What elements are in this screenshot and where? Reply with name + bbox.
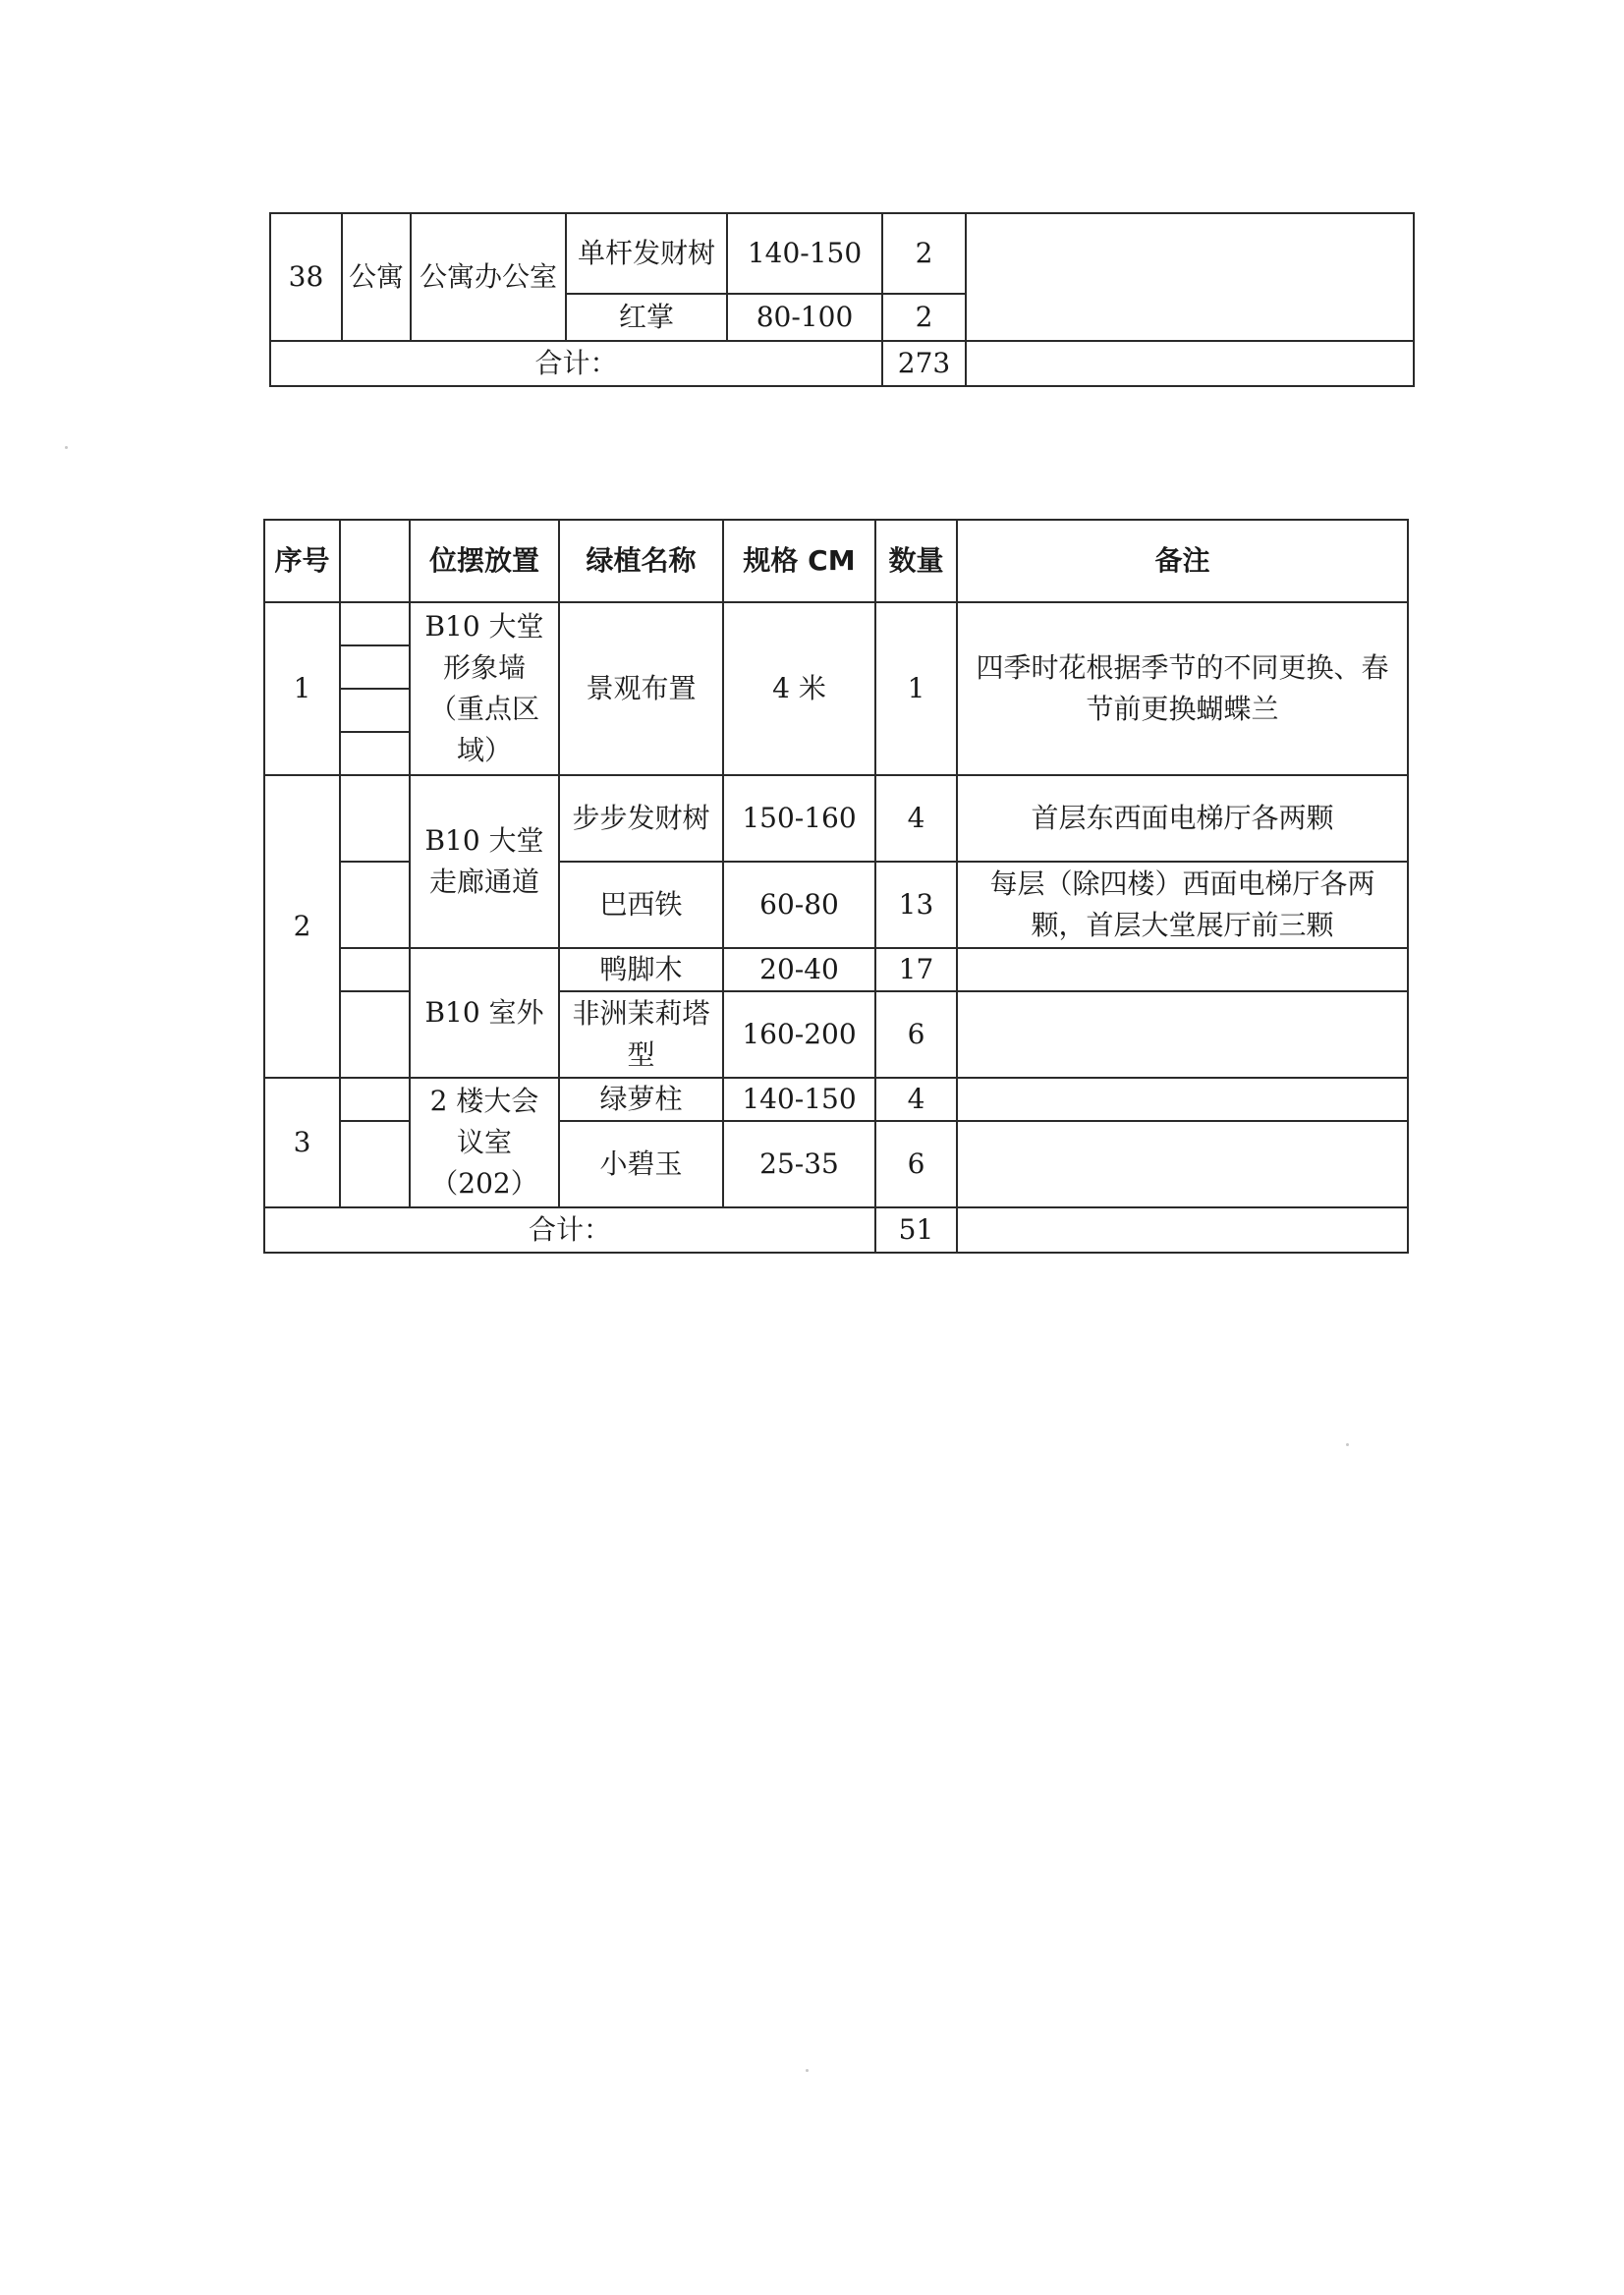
header-spec: 规格 CM [723,520,875,602]
row-index: 2 [264,775,340,1078]
plant-spec: 25-35 [723,1121,875,1207]
plant-spec: 150-160 [723,775,875,862]
plant-qty: 1 [875,602,957,775]
blank-cell [340,775,410,862]
plant-qty: 6 [875,1121,957,1207]
total-value: 273 [882,341,966,386]
plant-qty: 2 [882,294,966,341]
header-row [264,520,1408,602]
plant-note [957,948,1408,991]
row-location: B10 室外 [410,948,559,1078]
plant-spec: 80-100 [727,294,882,341]
table-row [264,602,1408,645]
total-note [957,1207,1408,1253]
header-qty: 数量 [875,520,957,602]
blank-cell [340,1078,410,1121]
plant-name: 单杆发财树 [566,213,727,294]
blank-cell [340,991,410,1078]
plant-name: 绿萝柱 [559,1078,723,1121]
blank-cell [340,732,410,775]
total-row [270,341,1414,386]
plant-qty: 4 [875,1078,957,1121]
plant-name: 步步发财树 [559,775,723,862]
plant-note: 首层东西面电梯厅各两颗 [957,775,1408,862]
table-row [264,948,1408,991]
total-value: 51 [875,1207,957,1253]
row-location: 2 楼大会议室（202） [410,1078,559,1207]
plant-spec: 20-40 [723,948,875,991]
header-note: 备注 [957,520,1408,602]
plant-qty: 4 [875,775,957,862]
plant-spec: 60-80 [723,862,875,948]
plant-name: 巴西铁 [559,862,723,948]
plant-note [957,991,1408,1078]
plant-qty: 17 [875,948,957,991]
plant-name: 鸭脚木 [559,948,723,991]
row-index: 38 [270,213,342,341]
row-index: 1 [264,602,340,775]
row-location: B10 大堂走廊通道 [410,775,559,948]
table-row [270,213,1414,294]
plant-name: 景观布置 [559,602,723,775]
header-plant-name: 绿植名称 [559,520,723,602]
plant-note [957,1121,1408,1207]
header-index: 序号 [264,520,340,602]
blank-cell [340,1121,410,1207]
plant-note: 四季时花根据季节的不同更换、春节前更换蝴蝶兰 [957,602,1408,775]
table-row [264,775,1408,862]
plant-placement-table [263,519,1409,1254]
blank-cell [340,689,410,732]
plant-name: 小碧玉 [559,1121,723,1207]
blank-cell [340,948,410,991]
header-blank [340,520,410,602]
row-location: B10 大堂形象墙（重点区域） [410,602,559,775]
plant-note [957,1078,1408,1121]
plant-qty: 13 [875,862,957,948]
plant-spec: 4 米 [723,602,875,775]
blank-cell [340,862,410,948]
plant-note: 每层（除四楼）西面电梯厅各两颗，首层大堂展厅前三颗 [957,862,1408,948]
blank-cell [340,645,410,689]
row-location: 公寓办公室 [411,213,566,341]
scan-speck [1346,1443,1349,1446]
plant-qty: 6 [875,991,957,1078]
plant-spec: 140-150 [727,213,882,294]
plant-qty: 2 [882,213,966,294]
header-location: 位摆放置 [410,520,559,602]
total-note [966,341,1414,386]
scan-speck [806,2069,809,2072]
plant-spec: 140-150 [723,1078,875,1121]
total-label: 合计： [270,341,882,386]
total-label: 合计： [264,1207,875,1253]
row-category: 公寓 [342,213,411,341]
table-row [264,1078,1408,1121]
total-row [264,1207,1408,1253]
plant-name: 非洲茉莉塔型 [559,991,723,1078]
scan-speck [65,446,68,449]
plant-note [966,213,1414,341]
row-index: 3 [264,1078,340,1207]
plant-name: 红掌 [566,294,727,341]
blank-cell [340,602,410,645]
plant-spec: 160-200 [723,991,875,1078]
continuation-table [269,212,1415,387]
